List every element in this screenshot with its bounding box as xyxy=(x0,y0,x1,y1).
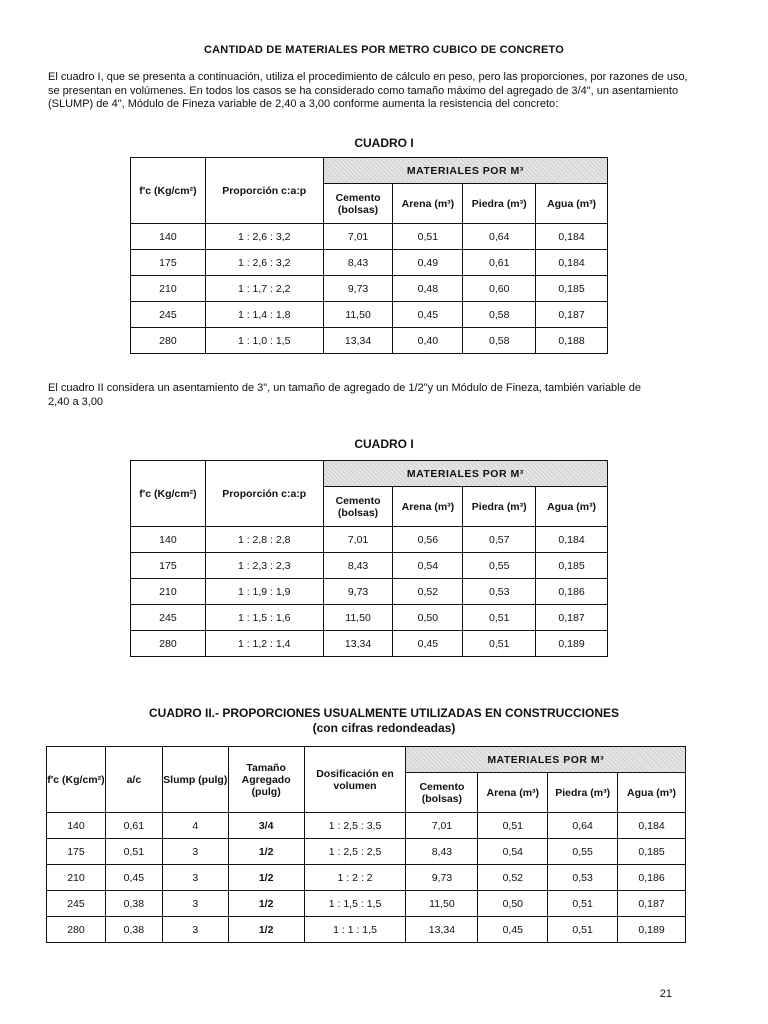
table-cell: 11,50 xyxy=(406,891,478,917)
table-cell: 140 xyxy=(47,813,106,839)
middle-paragraph: El cuadro II considera un asentamiento de 3", un tamaño de agregado de 1/2"y un Módulo de Fineza, también variable de 2,40 a 3,00 xyxy=(48,382,642,408)
intro-paragraph: El cuadro I, que se presenta a continuación, utiliza el procedimiento de cálculo en peso, pero las proporciones, por razones de uso, se presentan en volúmenes. En todos los casos se ha considerado como tamaño máximo del agregado de 3/4", un asentamiento (SLUMP) de 4", Módulo de Fineza variable de 2,40 a 3,00 conforme aumenta la resistencia del concreto: xyxy=(48,71,688,110)
table3 xyxy=(46,746,686,943)
table-cell: 0,58 xyxy=(463,328,536,354)
table-cell: 7,01 xyxy=(323,224,393,250)
header-piedra: Piedra (m³) xyxy=(548,773,618,813)
header-fc: f'c (Kg/cm²) xyxy=(131,158,206,224)
header-piedra: Piedra (m³) xyxy=(463,184,536,224)
table-cell: 0,184 xyxy=(536,250,608,276)
table1 xyxy=(130,157,608,354)
table-cell: 1 : 2,6 : 3,2 xyxy=(205,224,323,250)
table-cell: 0,187 xyxy=(618,891,686,917)
table-cell: 0,54 xyxy=(478,839,548,865)
table-cell: 0,187 xyxy=(536,302,608,328)
table3-body xyxy=(47,813,686,943)
table-cell: 0,51 xyxy=(548,917,618,943)
table-cell: 0,185 xyxy=(618,839,686,865)
table-cell: 13,34 xyxy=(323,631,393,657)
table-cell: 0,186 xyxy=(618,865,686,891)
table-cell: 4 xyxy=(162,813,228,839)
table-cell: 0,38 xyxy=(105,891,162,917)
table-row xyxy=(131,250,608,276)
table-cell: 1 : 2,5 : 2,5 xyxy=(304,839,406,865)
table-cell: 0,188 xyxy=(536,328,608,354)
table-cell: 8,43 xyxy=(323,553,393,579)
table-cell: 8,43 xyxy=(323,250,393,276)
table2-body xyxy=(131,527,608,657)
table-cell: 0,49 xyxy=(393,250,463,276)
table-cell: 9,73 xyxy=(323,276,393,302)
table-cell: 1/2 xyxy=(228,891,304,917)
table-cell: 0,51 xyxy=(393,224,463,250)
table-cell: 245 xyxy=(131,605,206,631)
table-cell: 0,57 xyxy=(463,527,536,553)
table2 xyxy=(130,460,608,657)
table-cell: 0,53 xyxy=(463,579,536,605)
table-cell: 1 : 1,5 : 1,6 xyxy=(205,605,323,631)
table-cell: 11,50 xyxy=(323,605,393,631)
page-number: 21 xyxy=(659,988,672,1000)
table-cell: 0,45 xyxy=(393,302,463,328)
header-dosificacion: Dosificación en volumen xyxy=(304,747,406,813)
table-row xyxy=(131,605,608,631)
table-cell: 0,61 xyxy=(105,813,162,839)
table-cell: 0,189 xyxy=(618,917,686,943)
header-arena: Arena (m³) xyxy=(478,773,548,813)
table-cell: 245 xyxy=(131,302,206,328)
table-cell: 0,50 xyxy=(393,605,463,631)
table-cell: 9,73 xyxy=(323,579,393,605)
table-cell: 0,189 xyxy=(536,631,608,657)
table-cell: 1 : 1 : 1,5 xyxy=(304,917,406,943)
table-cell: 0,185 xyxy=(536,553,608,579)
table-cell: 3/4 xyxy=(228,813,304,839)
header-ac: a/c xyxy=(105,747,162,813)
table-cell: 140 xyxy=(131,224,206,250)
header-cemento: Cemento (bolsas) xyxy=(323,487,393,527)
table-cell: 280 xyxy=(131,328,206,354)
table-row xyxy=(131,631,608,657)
table-cell: 0,184 xyxy=(618,813,686,839)
header-piedra: Piedra (m³) xyxy=(463,487,536,527)
header-cemento: Cemento (bolsas) xyxy=(323,184,393,224)
table-cell: 1 : 2 : 2 xyxy=(304,865,406,891)
table-cell: 3 xyxy=(162,839,228,865)
page-title: CANTIDAD DE MATERIALES POR METRO CUBICO DE CONCRETO xyxy=(204,44,564,56)
header-agua: Agua (m³) xyxy=(618,773,686,813)
table-cell: 1 : 2,3 : 2,3 xyxy=(205,553,323,579)
group-header-materiales: MATERIALES POR M³ xyxy=(406,747,686,773)
header-proporcion: Proporción c:a:p xyxy=(205,158,323,224)
table-cell: 0,51 xyxy=(478,813,548,839)
header-arena: Arena (m³) xyxy=(393,184,463,224)
header-cemento: Cemento (bolsas) xyxy=(406,773,478,813)
table3-caption-line2: (con cifras redondeadas) xyxy=(312,721,456,735)
header-agua: Agua (m³) xyxy=(536,184,608,224)
table-cell: 9,73 xyxy=(406,865,478,891)
table-cell: 1 : 1,7 : 2,2 xyxy=(205,276,323,302)
table-cell: 1 : 1,4 : 1,8 xyxy=(205,302,323,328)
table-cell: 0,54 xyxy=(393,553,463,579)
table-cell: 0,45 xyxy=(393,631,463,657)
table-cell: 0,186 xyxy=(536,579,608,605)
table-cell: 0,184 xyxy=(536,527,608,553)
table-cell: 0,53 xyxy=(548,865,618,891)
table-row xyxy=(131,579,608,605)
table-cell: 0,61 xyxy=(463,250,536,276)
table-cell: 0,184 xyxy=(536,224,608,250)
table-cell: 1/2 xyxy=(228,839,304,865)
table-cell: 3 xyxy=(162,865,228,891)
table-cell: 140 xyxy=(131,527,206,553)
table-cell: 245 xyxy=(47,891,106,917)
table-cell: 0,58 xyxy=(463,302,536,328)
table-row xyxy=(47,839,686,865)
table-row xyxy=(47,917,686,943)
table-cell: 0,187 xyxy=(536,605,608,631)
header-arena: Arena (m³) xyxy=(393,487,463,527)
table-cell: 0,185 xyxy=(536,276,608,302)
table-cell: 7,01 xyxy=(323,527,393,553)
table-row xyxy=(131,527,608,553)
header-slump: Slump (pulg) xyxy=(162,747,228,813)
table-cell: 280 xyxy=(131,631,206,657)
group-header-materiales: MATERIALES POR M³ xyxy=(323,461,607,487)
group-header-materiales: MATERIALES POR M³ xyxy=(323,158,607,184)
table-cell: 0,48 xyxy=(393,276,463,302)
header-agua: Agua (m³) xyxy=(536,487,608,527)
table-cell: 1/2 xyxy=(228,865,304,891)
table-cell: 0,51 xyxy=(463,605,536,631)
table-cell: 0,55 xyxy=(548,839,618,865)
table-cell: 3 xyxy=(162,891,228,917)
header-fc: f'c (Kg/cm²) xyxy=(131,461,206,527)
table-cell: 210 xyxy=(131,579,206,605)
table-cell: 0,40 xyxy=(393,328,463,354)
table1-caption: CUADRO I xyxy=(354,136,414,150)
table-cell: 8,43 xyxy=(406,839,478,865)
table-row xyxy=(131,276,608,302)
table1-body xyxy=(131,224,608,354)
table-cell: 175 xyxy=(131,553,206,579)
table3-caption-line1: CUADRO II.- PROPORCIONES USUALMENTE UTILIZADAS EN CONSTRUCCIONES xyxy=(148,706,619,720)
header-fc: f'c (Kg/cm²) xyxy=(47,747,106,813)
table-cell: 0,51 xyxy=(463,631,536,657)
table-row xyxy=(47,813,686,839)
table-cell: 1 : 1,5 : 1,5 xyxy=(304,891,406,917)
table-row xyxy=(131,224,608,250)
table-row xyxy=(47,865,686,891)
table-cell: 0,60 xyxy=(463,276,536,302)
header-tamano: Tamaño Agregado (pulg) xyxy=(228,747,304,813)
table-cell: 280 xyxy=(47,917,106,943)
table-cell: 11,50 xyxy=(323,302,393,328)
table-cell: 1 : 2,5 : 3,5 xyxy=(304,813,406,839)
table-row xyxy=(47,891,686,917)
table-cell: 0,51 xyxy=(548,891,618,917)
header-proporcion: Proporción c:a:p xyxy=(205,461,323,527)
table-cell: 0,50 xyxy=(478,891,548,917)
table-row xyxy=(131,302,608,328)
table-cell: 0,64 xyxy=(463,224,536,250)
table-cell: 0,52 xyxy=(393,579,463,605)
table-cell: 1/2 xyxy=(228,917,304,943)
table-row xyxy=(131,553,608,579)
table-cell: 1 : 1,2 : 1,4 xyxy=(205,631,323,657)
table-cell: 1 : 1,9 : 1,9 xyxy=(205,579,323,605)
table-cell: 175 xyxy=(47,839,106,865)
table-cell: 3 xyxy=(162,917,228,943)
table-cell: 7,01 xyxy=(406,813,478,839)
table-cell: 1 : 1,0 : 1,5 xyxy=(205,328,323,354)
table-cell: 0,45 xyxy=(478,917,548,943)
table-row xyxy=(131,328,608,354)
table-cell: 0,51 xyxy=(105,839,162,865)
table-cell: 175 xyxy=(131,250,206,276)
table-cell: 210 xyxy=(47,865,106,891)
table-cell: 0,64 xyxy=(548,813,618,839)
table-cell: 0,52 xyxy=(478,865,548,891)
table-cell: 0,55 xyxy=(463,553,536,579)
table-cell: 0,56 xyxy=(393,527,463,553)
table-cell: 0,38 xyxy=(105,917,162,943)
table-cell: 210 xyxy=(131,276,206,302)
table-cell: 0,45 xyxy=(105,865,162,891)
table-cell: 13,34 xyxy=(323,328,393,354)
table-cell: 1 : 2,8 : 2,8 xyxy=(205,527,323,553)
table-cell: 1 : 2,6 : 3,2 xyxy=(205,250,323,276)
table2-caption: CUADRO I xyxy=(354,437,414,451)
table-cell: 13,34 xyxy=(406,917,478,943)
